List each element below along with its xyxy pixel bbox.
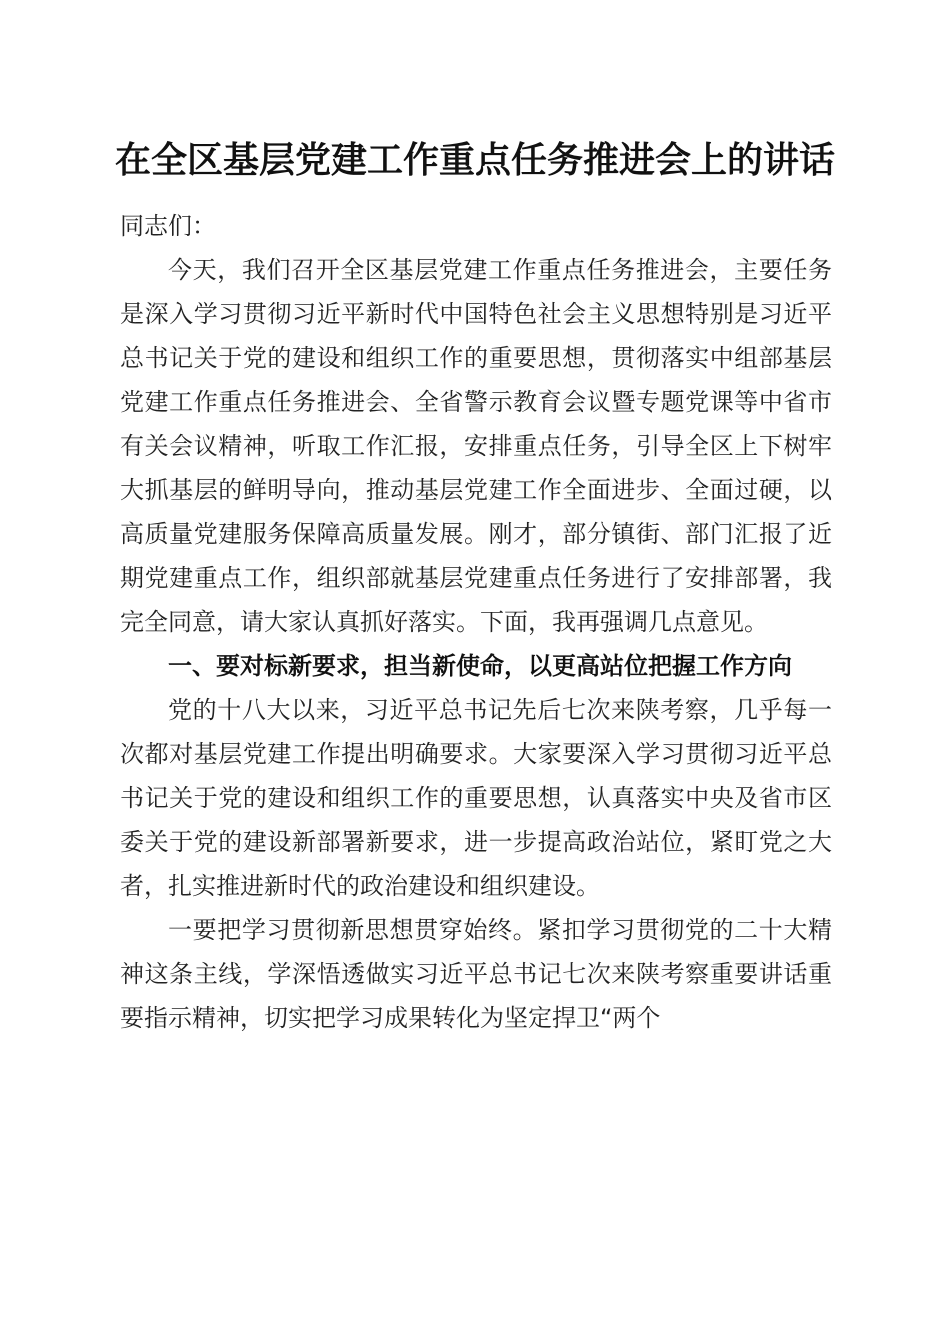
document-body [120, 204, 832, 1040]
section-heading-1: 一、要对标新要求，担当新使命，以更高站位把握工作方向 [168, 652, 792, 680]
salutation: 同志们： [120, 212, 216, 240]
document-title: 在全区基层党建工作重点任务推进会上的讲话 [114, 139, 835, 181]
body-paragraph-section1: 党的十八大以来，习近平总书记先后七次来陕考察，几乎每一次都对基层党建工作提出明确要求。大家要深入学习贯彻习近平总书记关于党的建设和组织工作的重要思想，认真落实中央及省市区委关于党的建设新部署新要求，进一步提高政治站位，紧盯党之大者，扎实推进新时代的政治建设和组织建设。 [120, 696, 832, 900]
body-paragraph-intro: 今天，我们召开全区基层党建工作重点任务推进会，主要任务是深入学习贯彻习近平新时代中国特色社会主义思想特别是习近平总书记关于党的建设和组织工作的重要思想，贯彻落实中组部基层党建工作重点任务推进会、全省警示教育会议暨专题党课等中省市有关会议精神，听取工作汇报，安排重点任务，引导全区上下树牢大抓基层的鲜明导向，推动基层党建工作全面进步、全面过硬，以高质量党建服务保障高质量发展。刚才，部分镇街、部门汇报了近期党建重点工作，组织部就基层党建重点任务进行了安排部署，我完全同意，请大家认真抓好落实。下面，我再强调几点意见。 [120, 256, 832, 636]
body-paragraph-point1: 一要把学习贯彻新思想贯穿始终。紧扣学习贯彻党的二十大精神这条主线，学深悟透做实习近平总书记七次来陕考察重要讲话重要指示精神，切实把学习成果转化为坚定捍卫“两个 [120, 916, 832, 1032]
